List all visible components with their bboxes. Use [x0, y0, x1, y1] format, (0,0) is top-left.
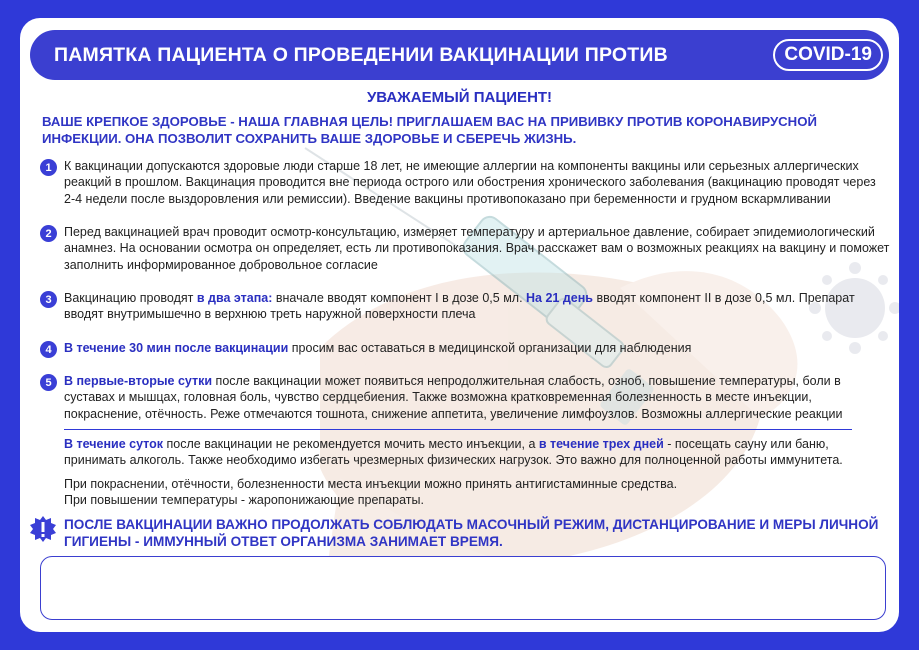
item-text-emphasis: В первые-вторые сутки: [64, 374, 213, 388]
item-text-part: Вакцинацию проводят: [64, 291, 197, 305]
item-text-part: просим вас оставаться в медицинской организации для наблюдения: [288, 341, 692, 355]
item-text-emphasis: в два этапа:: [196, 291, 273, 305]
restriction-text: - посещать сауну или баню, принимать алкоголь. Также необходимо избегать чрезмерных физических нагрузок. Это важно для полноценной работы иммунитета.: [64, 437, 843, 468]
remedy-line: При покраснении, отёчности, болезненности места инъекции можно принять антигистаминные средства.: [64, 477, 678, 491]
remedies-text: [64, 476, 884, 509]
item-number-badge: 2: [40, 225, 57, 242]
item-text: Перед вакцинацией врач проводит осмотр-консультацию, измеряет температуру и артериальное давление, собирает эпидемиологический анамнез. На основании осмотра он определяет, есть ли противопоказания. Врач расскажет вам о возможных реакциях на вакцину и поможет заполнить информированное добровольное согласие: [64, 225, 890, 272]
exclamation-badge-icon: [30, 516, 56, 546]
restriction-emphasis: В течение суток: [64, 437, 164, 451]
list-item: [40, 290, 890, 323]
intro-text: ВАШЕ КРЕПКОЕ ЗДОРОВЬЕ - НАША ГЛАВНАЯ ЦЕЛЬ! ПРИГЛАШАЕМ ВАС НА ПРИВИВКУ ПРОТИВ КОРОНАВИРУСНОЙ ИНФЕКЦИИ. ОНА ПОЗВОЛИТ СОХРАНИТЬ ВАШЕ ЗДОРОВЬЕ И СБЕРЕЧЬ ЖИЗНЬ.: [42, 114, 817, 146]
remedy-line: При повышении температуры - жаропонижающие препараты.: [64, 493, 424, 508]
warning-text: ПОСЛЕ ВАКЦИНАЦИИ ВАЖНО ПРОДОЛЖАТЬ СОБЛЮДАТЬ МАСОЧНЫЙ РЕЖИМ, ДИСТАНЦИРОВАНИЕ И МЕРЫ ЛИЧНОЙ ГИГИЕНЫ - ИММУННЫЙ ОТВЕТ ОРГАНИЗМА ЗАНИМАЕТ ВРЕМЯ.: [64, 517, 879, 549]
section-divider: [64, 429, 852, 430]
item-text-part: вводят компонент II в дозе 0,5 мл. Препарат вводят внутримышечно в верхнюю треть наружной поверхности плеча: [64, 291, 855, 322]
list-item: [40, 373, 890, 422]
item-text: [64, 373, 890, 422]
item-text: [64, 340, 890, 356]
title-banner: [30, 30, 889, 80]
item-text-part: вначале вводят компонент I в дозе 0,5 мл.: [272, 291, 527, 305]
restriction-text: после вакцинации не рекомендуется мочить место инъекции, а: [163, 437, 539, 451]
item-text: К вакцинации допускаются здоровые люди старше 18 лет, не имеющие аллергии на компоненты вакцины или серьезных аллергических реакций в прошлом. Вакцинация проводится вне периода острого или обострения хронического заболевания (вакцинацию проводят через 2-4 недели после выздоровления или ремиссии). Введение вакцины противопоказано при беременности и грудном вскармливании: [64, 159, 876, 206]
item-number-badge: 4: [40, 341, 57, 358]
item-text: [64, 290, 890, 323]
item-number-badge: 1: [40, 159, 57, 176]
item-text-emphasis: На 21 день: [526, 291, 593, 305]
memo-sheet: [20, 18, 899, 632]
list-item: [40, 158, 890, 207]
after-vaccination-restrictions: [64, 436, 884, 469]
covid-badge: COVID-19: [773, 39, 883, 71]
list-item: [40, 224, 890, 273]
restriction-emphasis: в течение трех дней: [538, 437, 664, 451]
list-item: [40, 340, 890, 356]
page-title: ПАМЯТКА ПАЦИЕНТА О ПРОВЕДЕНИИ ВАКЦИНАЦИИ ПРОТИВ: [54, 43, 668, 66]
item-text-part: после вакцинации может появиться непродолжительная слабость, озноб, повышение температуры, боли в суставах и мышцах, головная боль, чувство сердцебиения. Также возможна кратковременная болезненность в месте инъекции, покраснение, отёчность. Реже отмечаются тошнота, снижение аппетита, увеличение лимфоузлов. Возможны аллергические реакции: [64, 374, 843, 421]
item-number-badge: 5: [40, 374, 57, 391]
notes-box: [40, 556, 886, 620]
greeting-heading: УВАЖАЕМЫЙ ПАЦИЕНТ!: [366, 89, 553, 106]
item-text-emphasis: В течение 30 мин после вакцинации: [64, 341, 289, 355]
item-number-badge: 3: [40, 291, 57, 308]
